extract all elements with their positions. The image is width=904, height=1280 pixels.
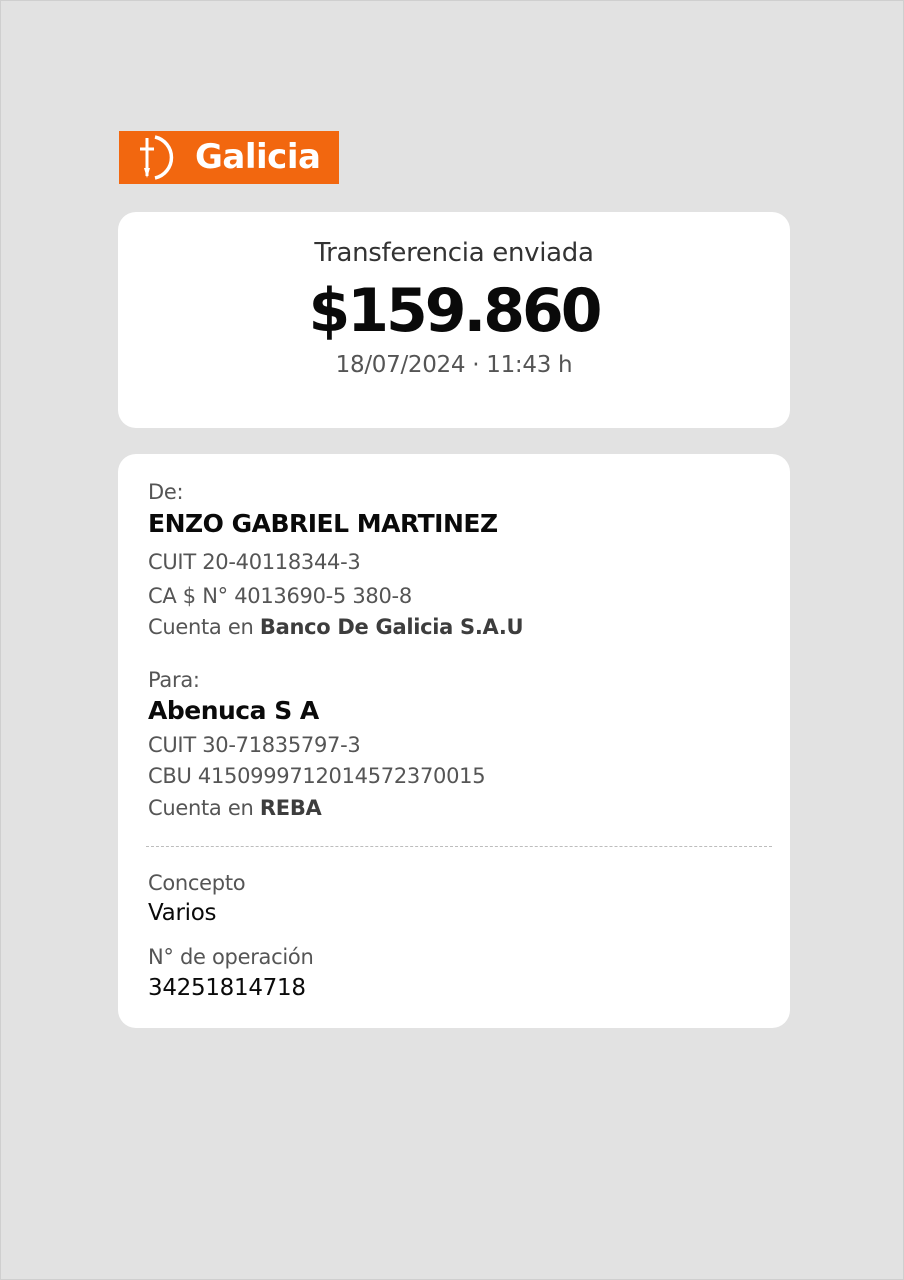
recipient-bank-prefix: Cuenta en	[148, 796, 254, 820]
brand-name: Galicia	[195, 137, 321, 177]
galicia-logo	[119, 131, 339, 184]
recipient-cbu: CBU 4150999712014572370015	[148, 764, 486, 788]
recipient-cuit: CUIT 30-71835797-3	[148, 733, 361, 757]
recipient-bank	[148, 796, 321, 820]
section-divider	[146, 846, 772, 847]
sender-name: ENZO GABRIEL MARTINEZ	[148, 509, 498, 538]
sender-account: CA $ N° 4013690-5 380-8	[148, 584, 412, 608]
concept-label: Concepto	[148, 871, 246, 895]
transfer-amount: $159.860	[308, 276, 600, 346]
recipient-bank-name: REBA	[259, 796, 322, 820]
transfer-datetime: 18/07/2024 · 11:43 h	[335, 352, 573, 378]
sender-bank-name: Banco De Galicia S.A.U	[259, 615, 524, 639]
sender-bank-prefix: Cuenta en	[148, 615, 254, 639]
operation-number: 34251814718	[148, 975, 306, 1001]
recipient-label: Para:	[148, 668, 200, 692]
sender-label: De:	[148, 480, 184, 504]
transfer-title: Transferencia enviada	[314, 238, 594, 268]
amount-card	[118, 212, 790, 428]
sender-cuit: CUIT 20-40118344-3	[148, 550, 361, 574]
operation-label: N° de operación	[148, 945, 314, 969]
details-card	[118, 454, 790, 1028]
recipient-name: Abenuca S A	[148, 696, 319, 725]
concept-value: Varios	[148, 900, 217, 926]
galicia-emblem-icon	[119, 131, 181, 184]
sender-bank	[148, 615, 523, 639]
